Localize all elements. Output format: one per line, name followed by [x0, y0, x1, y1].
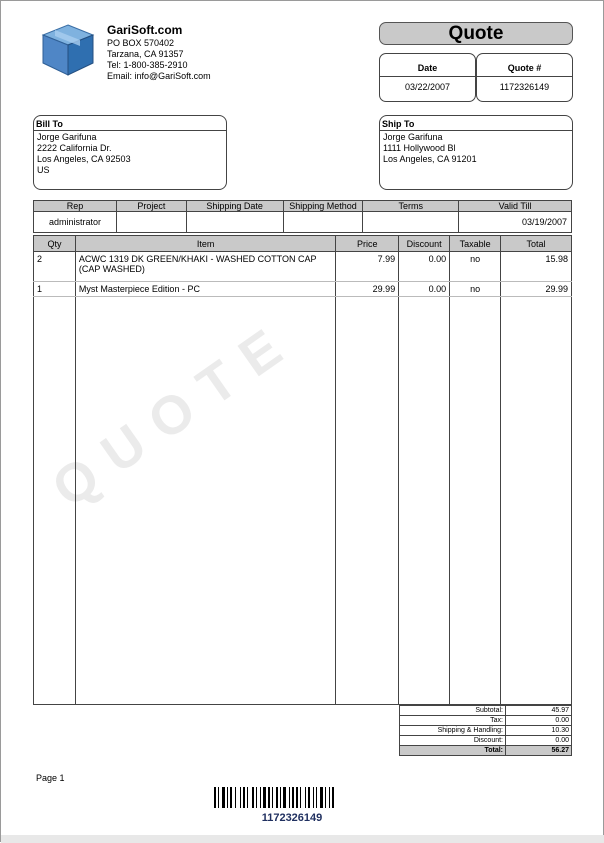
total-label: Total:: [400, 746, 506, 756]
info-header-terms: Terms: [363, 201, 459, 212]
discount-value: 0.00: [506, 736, 572, 746]
date-label: Date: [417, 63, 438, 73]
subtotal-value: 45.97: [506, 706, 572, 716]
date-box: [379, 53, 476, 102]
items-header-item: Item: [75, 236, 335, 252]
bill-to-line: Los Angeles, CA 92503: [37, 154, 131, 164]
items-header-taxable: Taxable: [450, 236, 501, 252]
totals-table: [399, 705, 572, 756]
items-header-price: Price: [336, 236, 399, 252]
document-title: Quote: [379, 22, 573, 45]
date-value: 03/22/2007: [404, 82, 451, 92]
row-qty: 2: [34, 252, 76, 282]
company-email: Email: info@GariSoft.com: [107, 71, 211, 81]
quote-watermark: QUOTE: [41, 308, 308, 519]
info-header-rep: Rep: [34, 201, 117, 212]
row-price: 7.99: [336, 252, 399, 282]
row-total: 29.99: [501, 282, 572, 297]
row-discount: 0.00: [399, 282, 450, 297]
row-item: ACWC 1319 DK GREEN/KHAKI - WASHED COTTON CAP (CAP WASHED): [75, 252, 335, 282]
info-header-valid-till: Valid Till: [459, 201, 572, 212]
quote-number-label: Quote #: [507, 63, 542, 73]
bill-to-label: Bill To: [36, 119, 63, 129]
info-rep-value: administrator: [34, 212, 117, 233]
company-address-line2: Tarzana, CA 91357: [107, 49, 184, 59]
quote-number-box: [476, 53, 573, 102]
empty-table-area: [34, 297, 572, 705]
row-qty: 1: [34, 282, 76, 297]
discount-label: Discount:: [400, 736, 506, 746]
row-taxable: no: [450, 252, 501, 282]
quote-number-value: 1172326149: [499, 82, 550, 92]
company-name: GariSoft.com: [107, 23, 183, 37]
ship-to-line: Los Angeles, CA 91201: [383, 154, 477, 164]
table-row: [34, 252, 572, 282]
shipping-handling-value: 10.30: [506, 726, 572, 736]
tax-value: 0.00: [506, 716, 572, 726]
info-header-project: Project: [116, 201, 186, 212]
row-total: 15.98: [501, 252, 572, 282]
ship-to-line: 1111 Hollywood Bl: [383, 143, 456, 153]
line-items-table: [33, 235, 572, 705]
company-phone: Tel: 1-800-385-2910: [107, 60, 188, 70]
row-item: Myst Masterpiece Edition - PC: [75, 282, 335, 297]
items-header-discount: Discount: [399, 236, 450, 252]
info-header-shipping-method: Shipping Method: [283, 201, 363, 212]
page-number: Page 1: [36, 773, 65, 783]
row-price: 29.99: [336, 282, 399, 297]
barcode-number: 1172326149: [261, 812, 323, 824]
items-header-total: Total: [501, 236, 572, 252]
company-address-line1: PO BOX 570402: [107, 38, 175, 48]
ship-to-box: [379, 115, 573, 190]
barcode-icon: [214, 787, 370, 808]
bill-to-line: US: [37, 165, 50, 175]
ship-to-label: Ship To: [382, 119, 415, 129]
company-info: [107, 23, 211, 82]
bill-to-box: [33, 115, 227, 190]
row-discount: 0.00: [399, 252, 450, 282]
order-info-table: [33, 200, 572, 233]
info-valid-till-value: 03/19/2007: [459, 212, 572, 233]
row-taxable: no: [450, 282, 501, 297]
info-shipping-date-value: [186, 212, 283, 233]
subtotal-label: Subtotal:: [400, 706, 506, 716]
company-logo-box-icon: [39, 21, 97, 77]
info-terms-value: [363, 212, 459, 233]
bill-to-line: 2222 California Dr.: [37, 143, 112, 153]
info-header-shipping-date: Shipping Date: [186, 201, 283, 212]
info-project-value: [116, 212, 186, 233]
bill-to-line: Jorge Garifuna: [37, 132, 97, 142]
shipping-handling-label: Shipping & Handling:: [400, 726, 506, 736]
table-row: [34, 282, 572, 297]
items-header-qty: Qty: [34, 236, 76, 252]
tax-label: Tax:: [400, 716, 506, 726]
total-value: 56.27: [506, 746, 572, 756]
ship-to-line: Jorge Garifuna: [383, 132, 443, 142]
info-shipping-method-value: [283, 212, 363, 233]
